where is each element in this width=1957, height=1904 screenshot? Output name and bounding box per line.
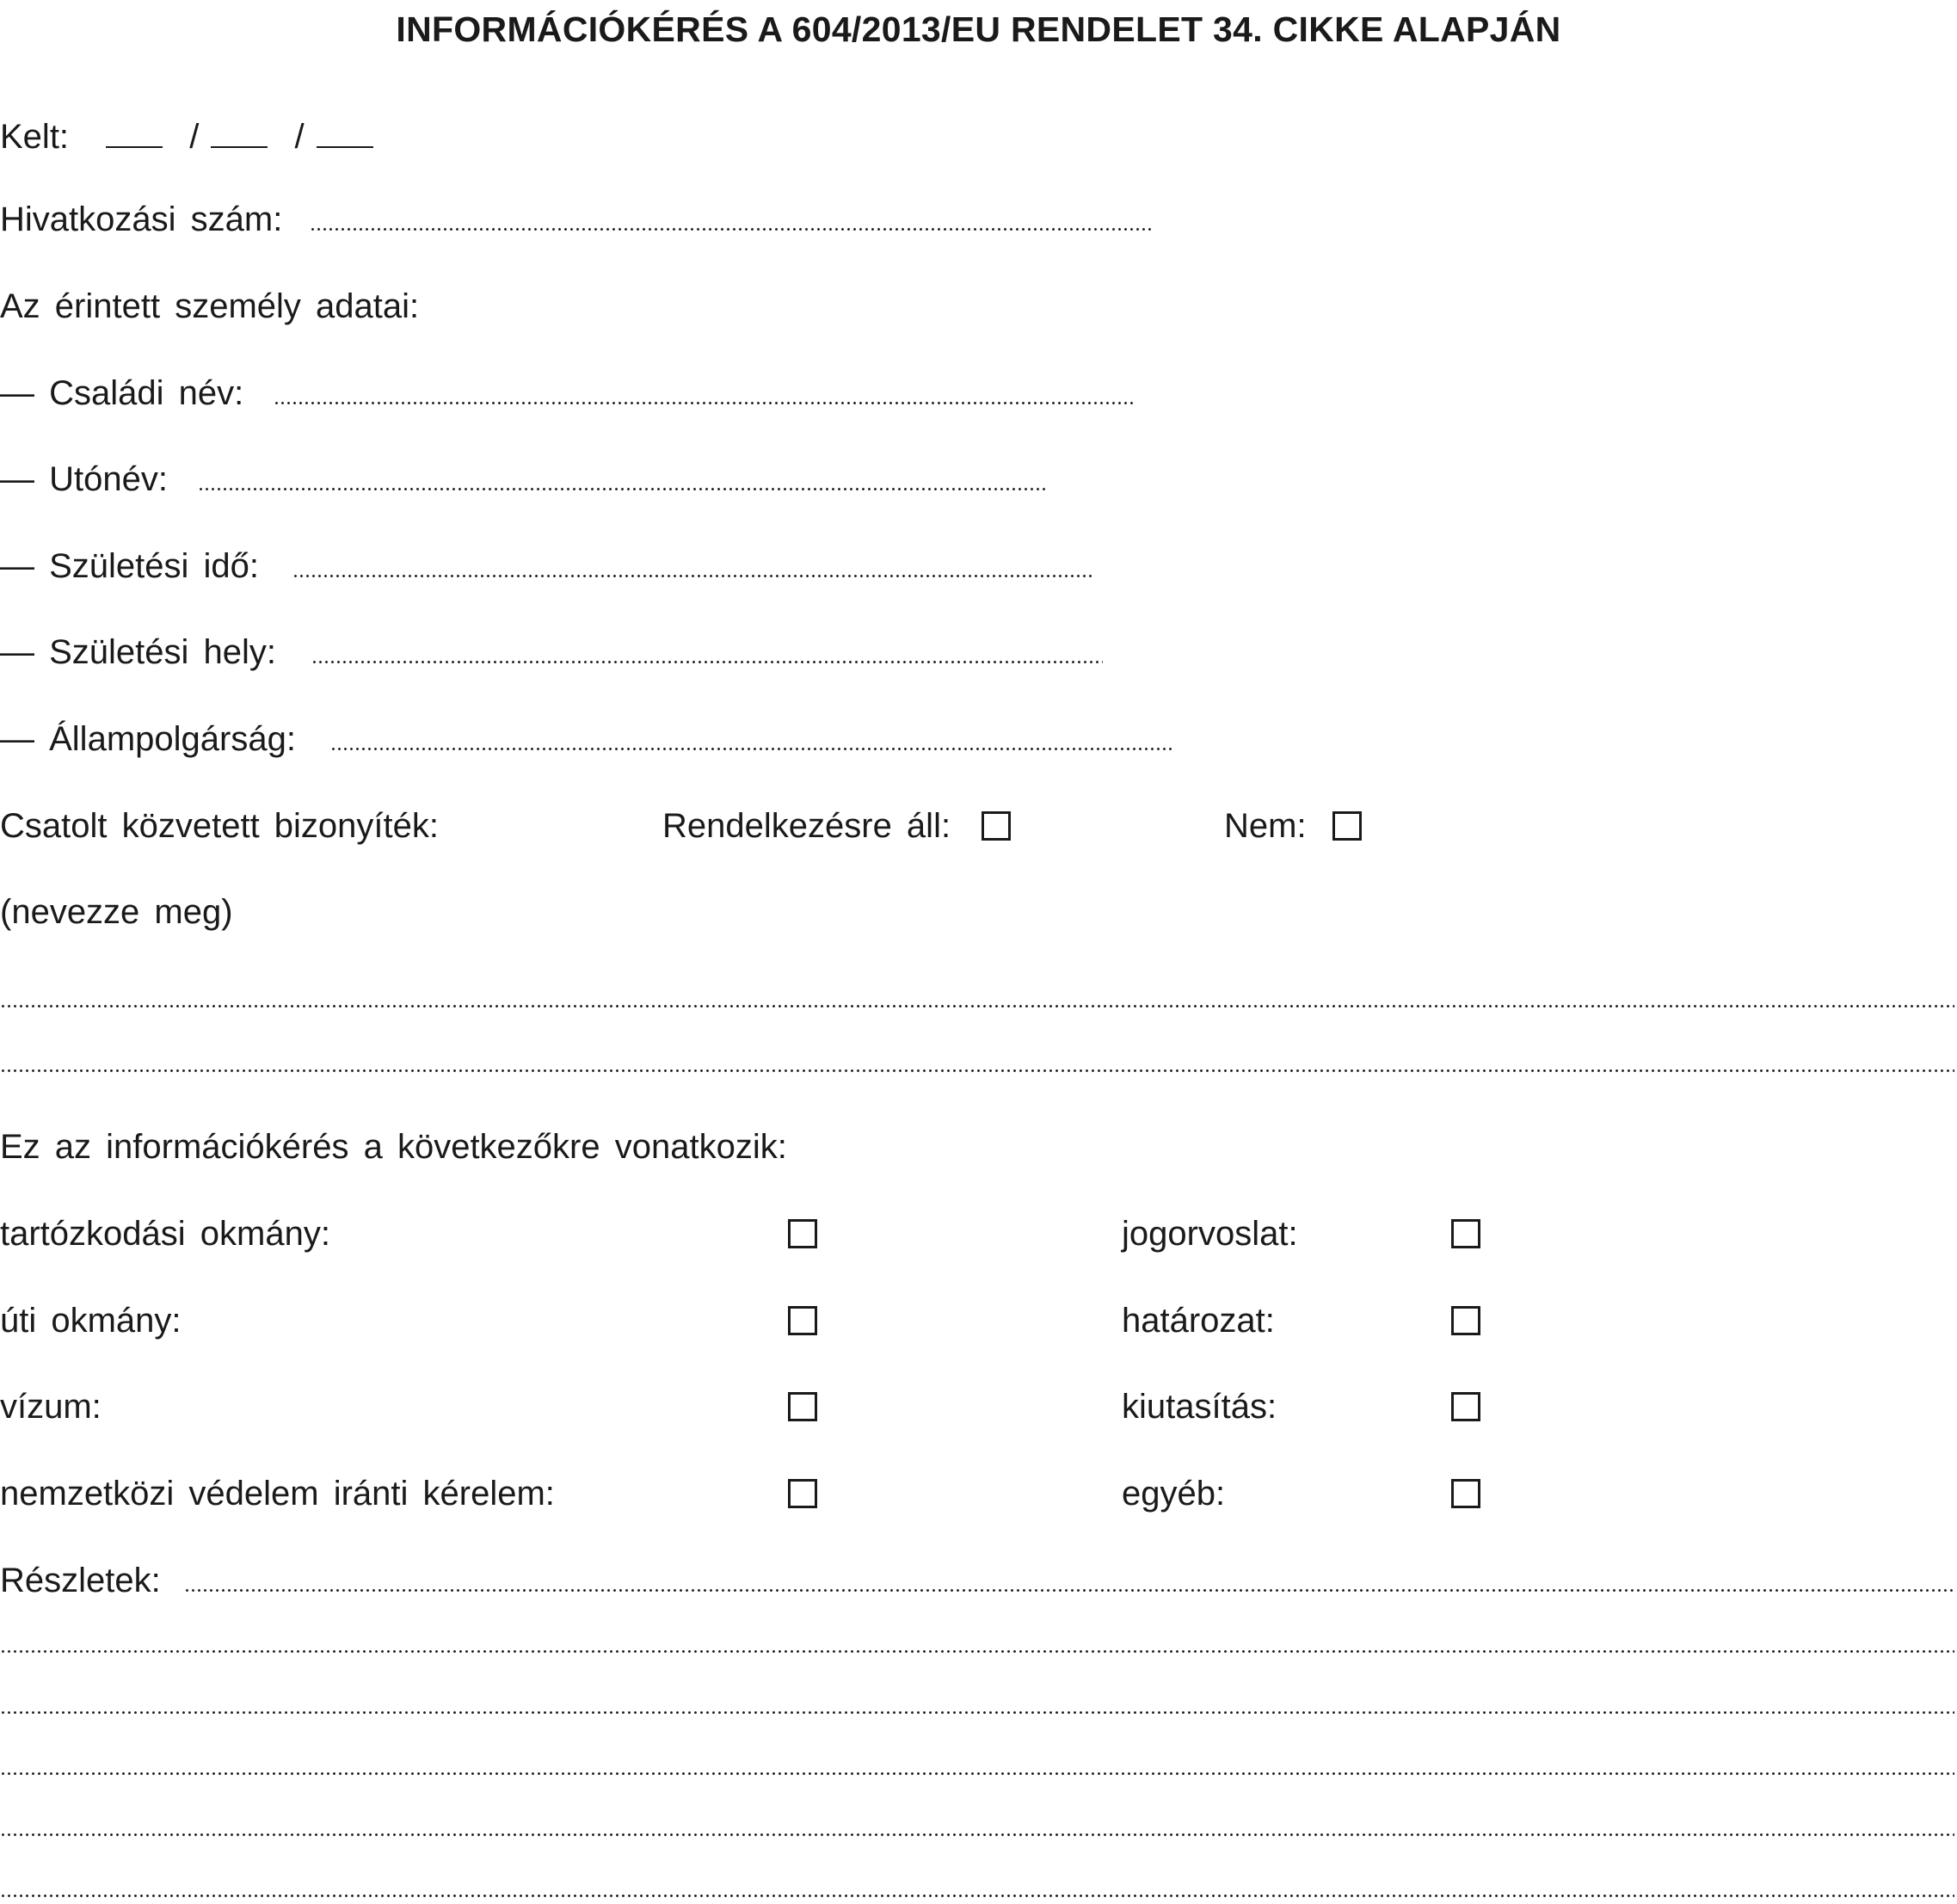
other-checkbox[interactable] [1451, 1479, 1480, 1508]
reference-number-field[interactable] [310, 228, 1153, 231]
person-section-heading: Az érintett személy adatai: [0, 287, 420, 325]
travel-document-label: úti okmány: [0, 1302, 182, 1340]
first-name-field[interactable] [198, 488, 1048, 490]
decision-label: határozat: [1122, 1302, 1275, 1340]
birth-date-label: — Születési idő: [0, 547, 260, 585]
birth-place-field[interactable] [311, 661, 1103, 663]
date-row [0, 115, 373, 154]
residence-document-checkbox[interactable] [788, 1219, 817, 1248]
evidence-no-label: Nem: [1224, 807, 1307, 845]
travel-document-checkbox[interactable] [788, 1306, 817, 1335]
evidence-available-checkbox[interactable] [982, 811, 1011, 841]
details-label: Részletek: [0, 1562, 161, 1599]
date-day-field[interactable] [106, 115, 163, 148]
residence-document-label: tartózkodási okmány: [0, 1215, 330, 1253]
date-separator: / [294, 118, 305, 156]
family-name-field[interactable] [274, 402, 1134, 404]
date-separator: / [189, 118, 200, 156]
details-field-line-1[interactable] [184, 1589, 1954, 1592]
visa-label: vízum: [0, 1388, 102, 1426]
date-year-field[interactable] [317, 115, 373, 148]
first-name-label: — Utónév: [0, 460, 168, 498]
date-label: Kelt: [0, 118, 70, 156]
evidence-available-label: Rendelkezésre áll: [662, 807, 951, 845]
evidence-no-checkbox[interactable] [1332, 811, 1362, 841]
citizenship-label: — Állampolgárság: [0, 720, 296, 758]
reference-number-label: Hivatkozási szám: [0, 200, 283, 238]
date-month-field[interactable] [211, 115, 268, 148]
details-field-line-2[interactable] [0, 1650, 1954, 1653]
other-label: egyéb: [1122, 1475, 1226, 1513]
international-protection-label: nemzetközi védelem iránti kérelem: [0, 1475, 555, 1513]
visa-checkbox[interactable] [788, 1392, 817, 1421]
evidence-specify-label: (nevezze meg) [0, 893, 233, 931]
birth-place-label: — Születési hely: [0, 633, 277, 671]
citizenship-field[interactable] [330, 748, 1172, 750]
birth-date-field[interactable] [292, 575, 1094, 577]
request-section-heading: Ez az információkérés a következőkre vonatkozik: [0, 1128, 787, 1166]
expulsion-label: kiutasítás: [1122, 1388, 1277, 1426]
details-field-line-6[interactable] [0, 1895, 1954, 1897]
evidence-label: Csatolt közvetett bizonyíték: [0, 807, 440, 845]
decision-checkbox[interactable] [1451, 1306, 1480, 1335]
international-protection-checkbox[interactable] [788, 1479, 817, 1508]
remedy-checkbox[interactable] [1451, 1219, 1480, 1248]
page-title: INFORMÁCIÓKÉRÉS A 604/2013/EU RENDELET 34. CIKKE ALAPJÁN [396, 9, 1561, 49]
details-field-line-3[interactable] [0, 1711, 1954, 1714]
evidence-specify-field-line-1[interactable] [0, 1005, 1954, 1007]
evidence-specify-field-line-2[interactable] [0, 1069, 1954, 1072]
family-name-label: — Családi név: [0, 374, 244, 412]
expulsion-checkbox[interactable] [1451, 1392, 1480, 1421]
details-field-line-4[interactable] [0, 1772, 1954, 1775]
details-field-line-5[interactable] [0, 1833, 1954, 1836]
remedy-label: jogorvoslat: [1122, 1215, 1298, 1253]
